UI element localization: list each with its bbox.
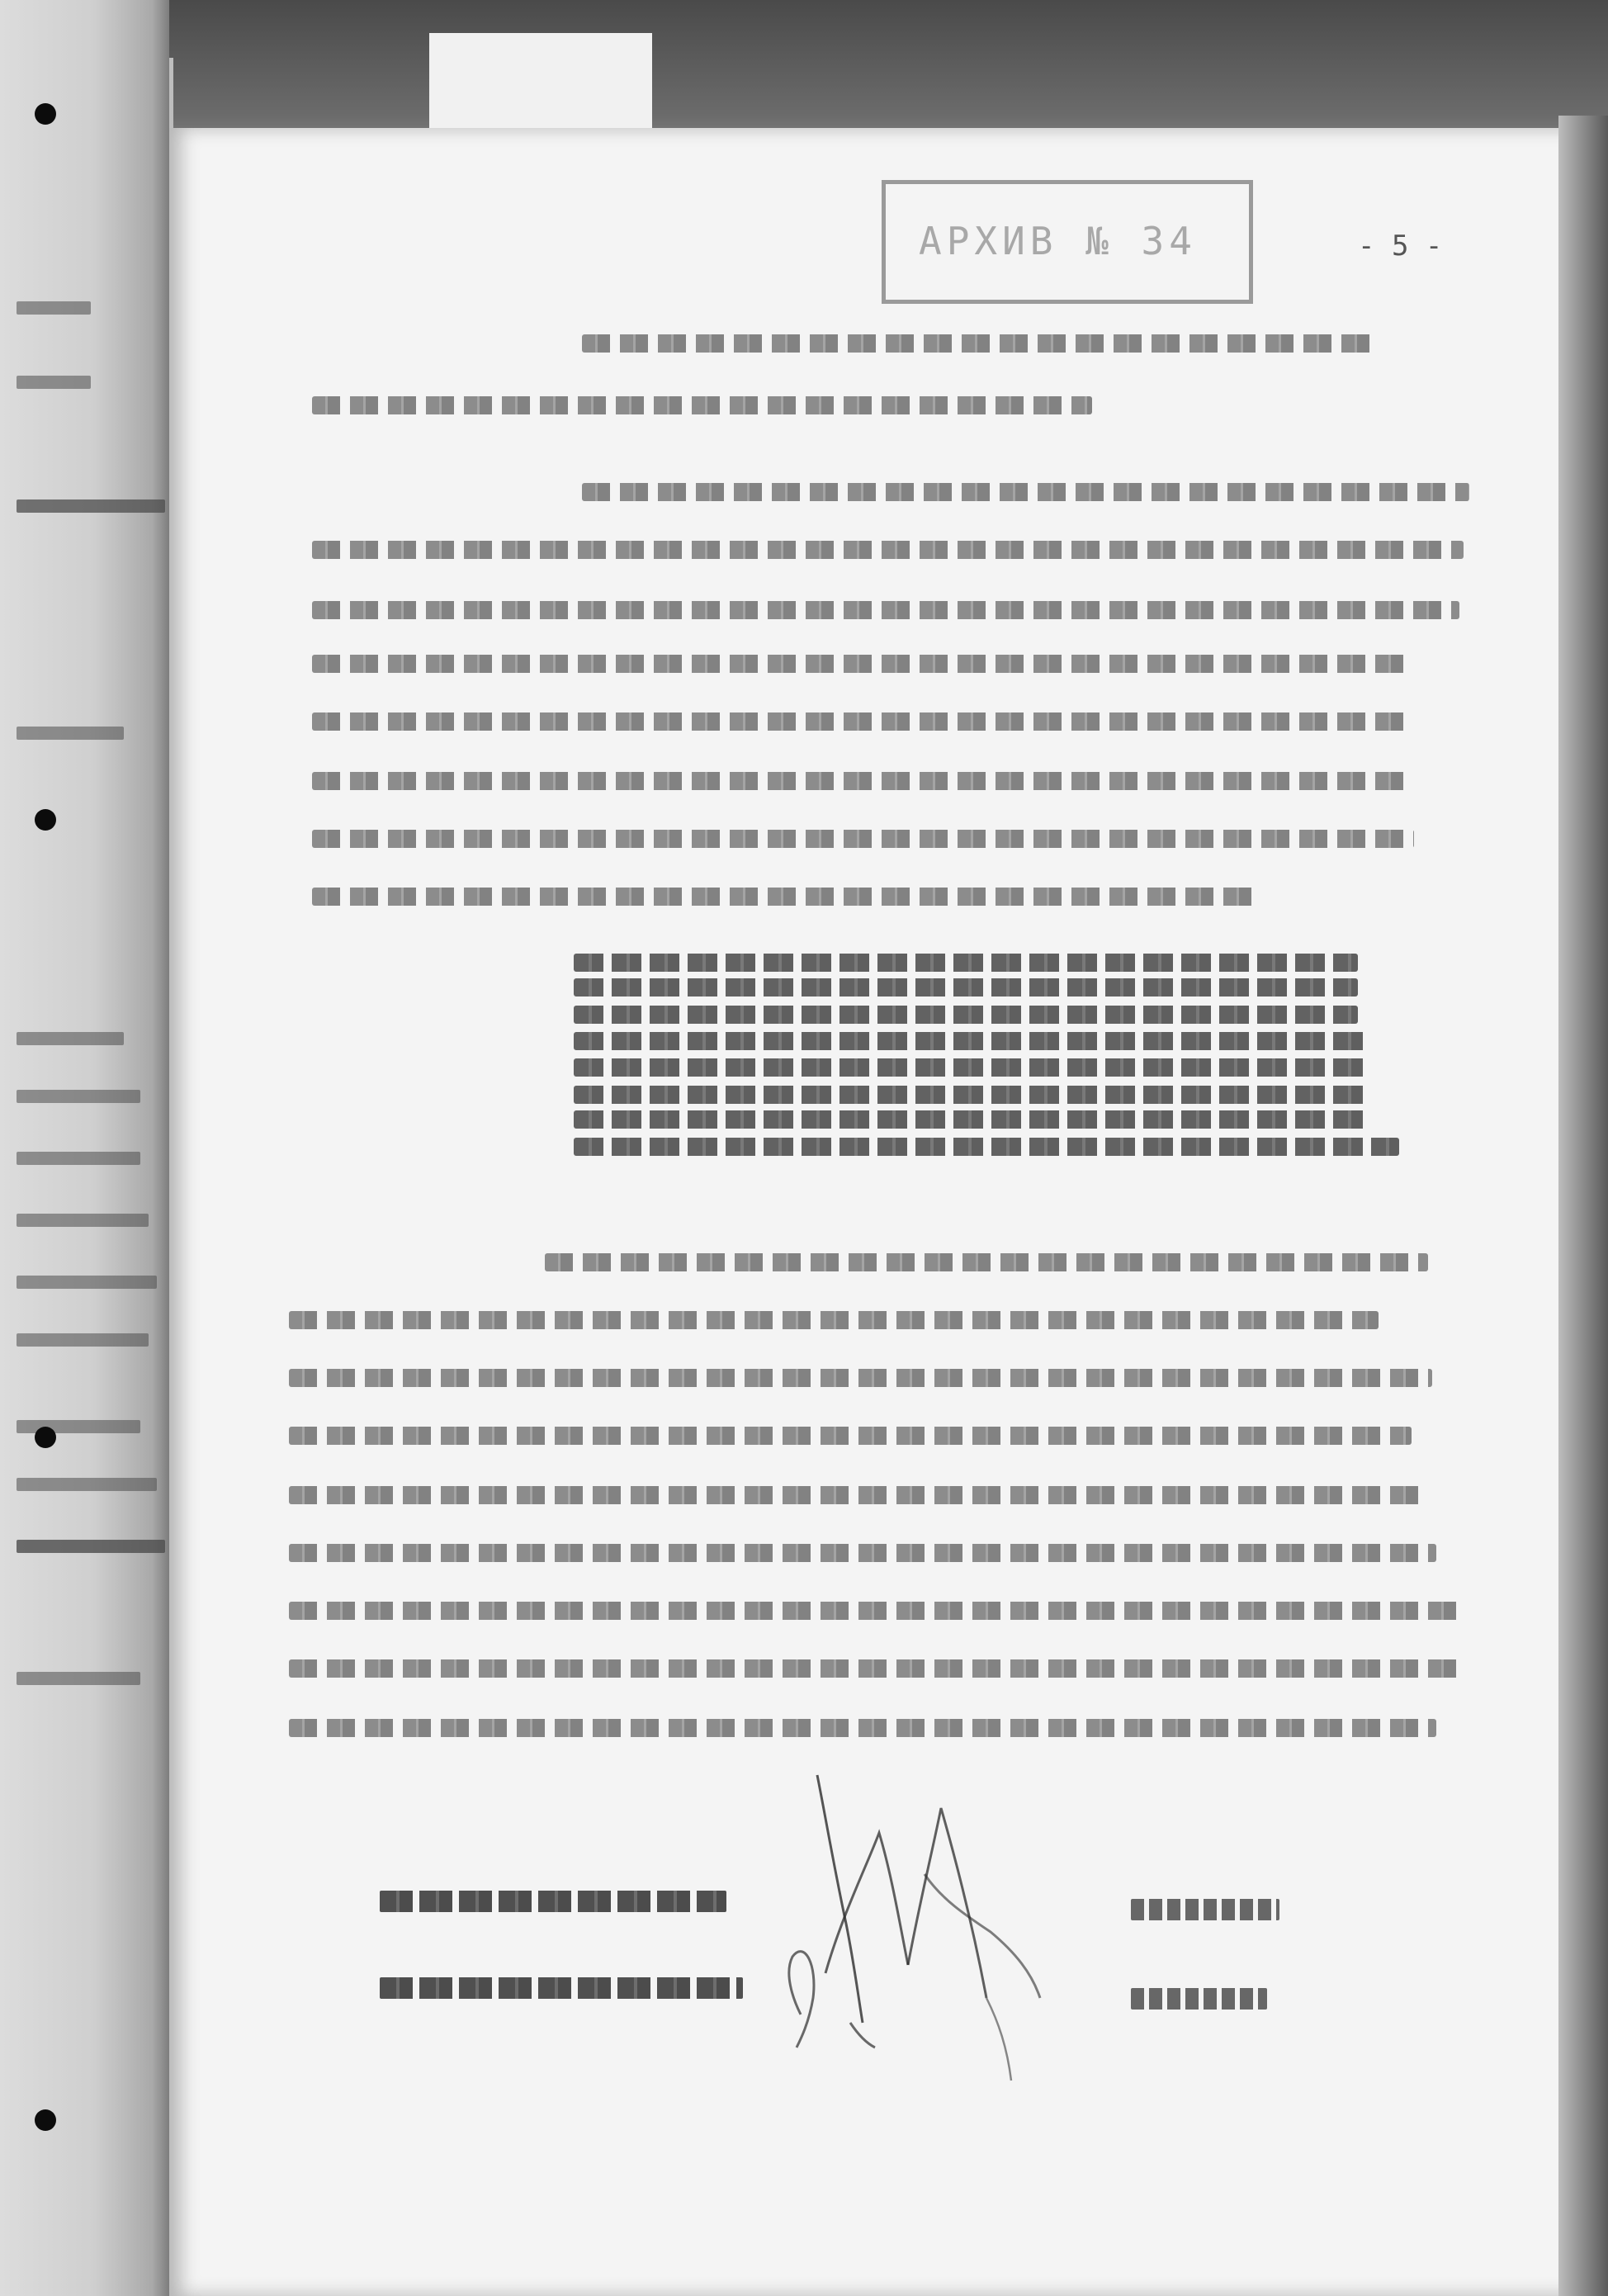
- strip-text-line: [17, 1032, 124, 1045]
- text-line-illegible: [574, 1058, 1366, 1077]
- strip-text-line: [17, 1478, 157, 1491]
- binder-strip: [0, 0, 169, 2296]
- text-line-illegible: [289, 1602, 1461, 1620]
- punch-hole: [35, 809, 56, 831]
- text-line-illegible: [574, 1032, 1366, 1050]
- page-number: - 5 -: [1358, 230, 1443, 263]
- text-line-illegible: [574, 1006, 1358, 1024]
- text-line-illegible: [289, 1659, 1461, 1678]
- text-line-illegible: [582, 483, 1469, 501]
- text-line-illegible: [574, 954, 1358, 972]
- strip-text-line: [17, 1672, 140, 1685]
- text-line-illegible: [289, 1311, 1379, 1329]
- text-line-illegible: [574, 1138, 1399, 1156]
- text-line-illegible: [582, 334, 1374, 353]
- page-right-edge: [1558, 116, 1608, 2296]
- strip-text-line: [17, 727, 124, 740]
- text-line-illegible: [574, 1086, 1366, 1104]
- punch-hole: [35, 103, 56, 125]
- text-line-illegible: [289, 1486, 1424, 1504]
- signer-title-1: [380, 1891, 726, 1912]
- strip-text-line: [17, 1090, 140, 1103]
- text-line-illegible: [312, 541, 1464, 559]
- text-line-illegible: [312, 655, 1410, 673]
- text-line-illegible: [289, 1719, 1436, 1737]
- strip-text-line: [17, 1420, 140, 1433]
- punch-hole: [35, 1427, 56, 1448]
- text-line-illegible: [574, 978, 1358, 997]
- strip-text-line: [17, 1276, 157, 1289]
- strip-text-line: [17, 1214, 149, 1227]
- text-line-illegible: [289, 1427, 1412, 1445]
- text-line-illegible: [312, 396, 1092, 414]
- archive-stamp-text: АРХИВ № 34: [919, 219, 1197, 263]
- strip-text-line: [17, 499, 165, 513]
- text-line-illegible: [289, 1369, 1432, 1387]
- strip-text-line: [17, 1333, 149, 1347]
- text-line-illegible: [289, 1544, 1436, 1562]
- signer-title-2: [380, 1977, 743, 1999]
- text-line-illegible: [312, 601, 1459, 619]
- strip-text-line: [17, 301, 91, 315]
- handwritten-signature: [768, 1750, 1197, 2105]
- archive-stamp: [882, 180, 1253, 304]
- text-line-illegible: [574, 1110, 1366, 1129]
- punch-hole: [35, 2109, 56, 2131]
- text-line-illegible: [312, 888, 1261, 906]
- text-line-illegible: [545, 1253, 1428, 1271]
- strip-text-line: [17, 1540, 165, 1553]
- text-line-illegible: [312, 712, 1410, 731]
- text-line-illegible: [312, 830, 1414, 848]
- strip-text-line: [17, 1152, 140, 1165]
- strip-text-line: [17, 376, 91, 389]
- text-line-illegible: [312, 772, 1410, 790]
